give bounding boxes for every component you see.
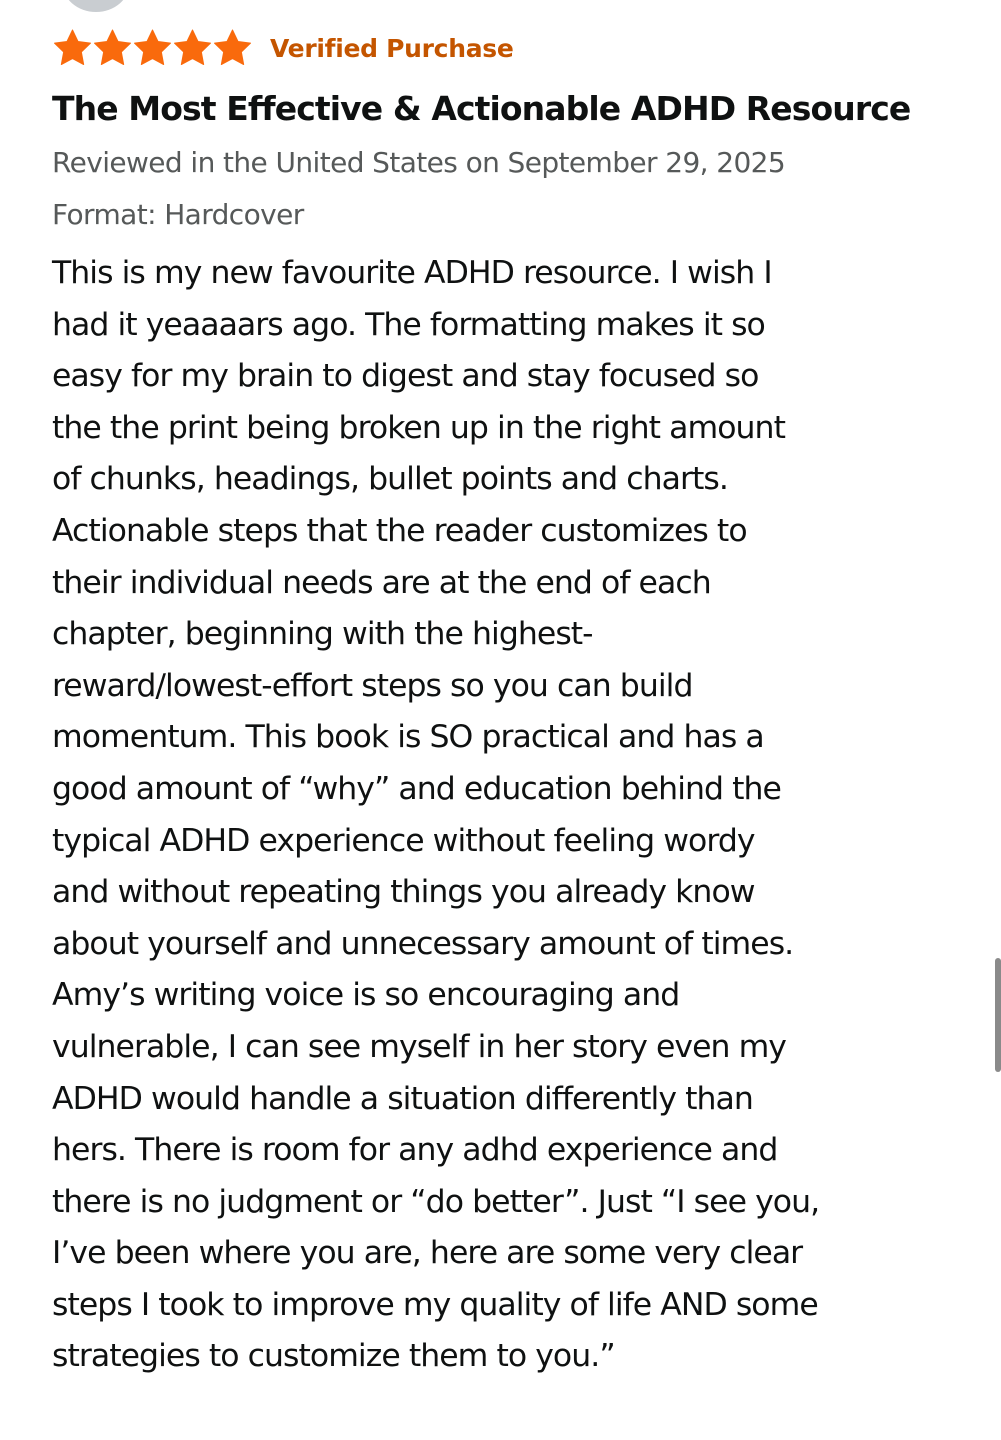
review-body-line: I’ve been where you are, here are some very clear — [52, 1235, 803, 1272]
review-body-line: ADHD would handle a situation differently than — [52, 1080, 753, 1117]
review-body — [52, 248, 982, 1383]
verified-purchase-badge: Verified Purchase — [270, 33, 514, 63]
review-body-line: easy for my brain to digest and stay focused so — [52, 358, 759, 395]
review-body-line: good amount of “why” and education behind the — [52, 770, 781, 807]
review-body-line: hers. There is room for any adhd experience and — [52, 1132, 778, 1169]
review-body-line: typical ADHD experience without feeling wordy — [52, 822, 755, 859]
review-body-line: steps I took to improve my quality of life AND some — [52, 1286, 818, 1323]
review-body-line: and without repeating things you already know — [52, 874, 755, 911]
review-body-line: about yourself and unnecessary amount of times. — [52, 925, 794, 962]
review-body-line: Actionable steps that the reader customizes to — [52, 512, 747, 549]
review-body-line: the the print being broken up in the right amount — [52, 409, 785, 446]
review-body-line: Amy’s writing voice is so encouraging and — [52, 977, 680, 1014]
star-icon — [212, 28, 253, 68]
review-body-line: chapter, beginning with the highest- — [52, 616, 593, 653]
star-icon — [52, 28, 93, 68]
review-body-line: of chunks, headings, bullet points and charts. — [52, 461, 728, 498]
review-body-line: momentum. This book is SO practical and has a — [52, 719, 764, 756]
review-title[interactable]: The Most Effective & Actionable ADHD Resource — [52, 89, 911, 128]
review-body-line: vulnerable, I can see myself in her story even my — [52, 1028, 786, 1065]
review-body-line: reward/lowest-effort steps so you can build — [52, 667, 693, 704]
review-body-line: their individual needs are at the end of each — [52, 564, 711, 601]
star-rating[interactable] — [52, 28, 252, 68]
rating-row — [52, 28, 514, 68]
reviewer-avatar[interactable] — [62, 0, 130, 12]
star-icon — [92, 28, 133, 68]
review-body-line: had it yeaaaars ago. The formatting makes it so — [52, 306, 765, 343]
star-icon — [172, 28, 213, 68]
review-body-line: This is my new favourite ADHD resource. I wish I — [52, 255, 772, 291]
scrollbar[interactable] — [995, 958, 1001, 1072]
review-date: Reviewed in the United States on September 29, 2025 — [52, 146, 786, 179]
review-body-line: there is no judgment or “do better”. Just “I see you, — [52, 1183, 820, 1220]
review-body-line: strategies to customize them to you.” — [52, 1338, 615, 1375]
star-icon — [132, 28, 173, 68]
review-format[interactable]: Format: Hardcover — [52, 198, 304, 231]
